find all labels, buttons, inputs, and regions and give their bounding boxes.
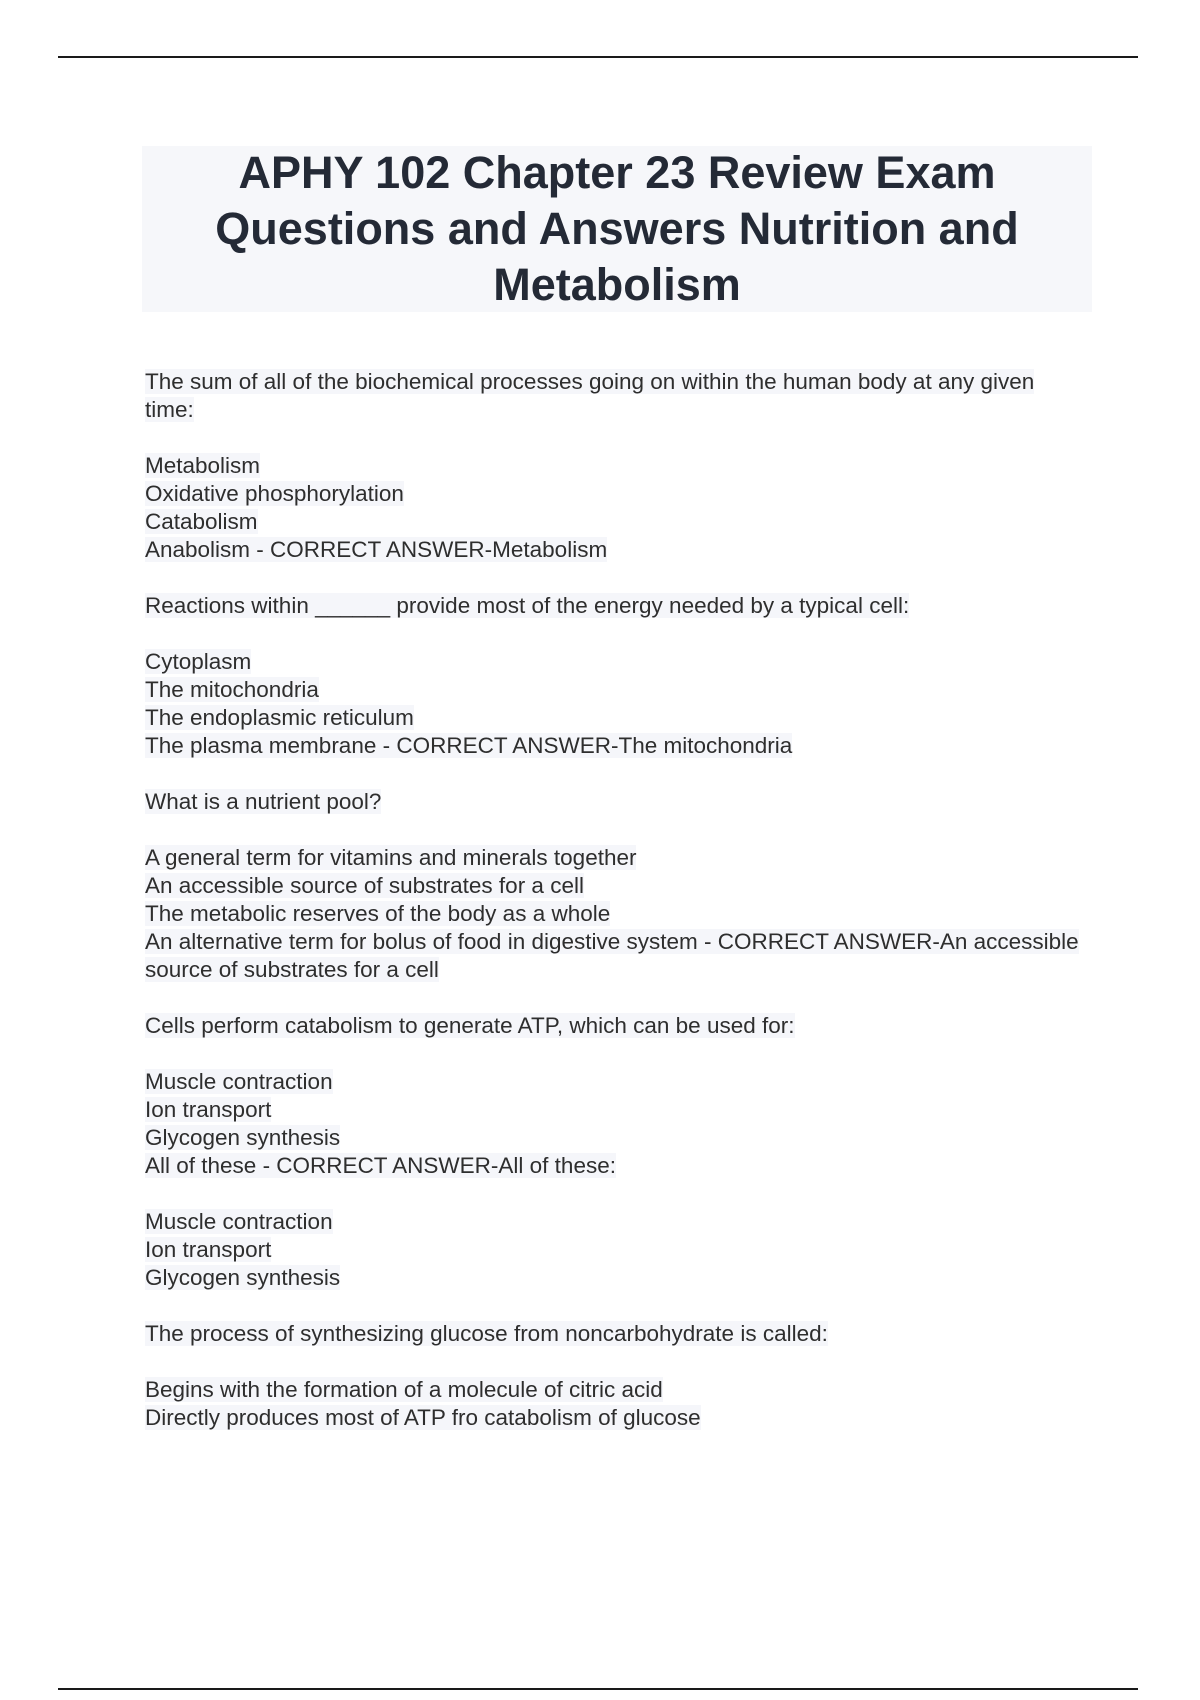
- qa-content: [145, 368, 1085, 1460]
- answer-line: Oxidative phosphorylation: [145, 481, 404, 506]
- answer-line: The endoplasmic reticulum: [145, 705, 414, 730]
- answer-line: Muscle contraction: [145, 1209, 333, 1234]
- answer-line: Catabolism: [145, 509, 258, 534]
- qa-block: [145, 1012, 1085, 1180]
- answer-options: [145, 1068, 1085, 1180]
- answer-continuation: [145, 1208, 1085, 1292]
- answer-line: The metabolic reserves of the body as a whole: [145, 901, 611, 926]
- answer-options: [145, 1376, 1085, 1432]
- answer-line: Glycogen synthesis: [145, 1265, 341, 1290]
- qa-block: [145, 1320, 1085, 1432]
- answer-line: A general term for vitamins and minerals together: [145, 845, 637, 870]
- title-banner: [142, 146, 1092, 312]
- answer-options: [145, 844, 1085, 984]
- answer-options: [145, 452, 1085, 564]
- answer-line: Directly produces most of ATP fro catabolism of glucose: [145, 1405, 701, 1430]
- qa-block: [145, 1208, 1085, 1292]
- question-text: The process of synthesizing glucose from noncarbohydrate is called:: [145, 1321, 828, 1346]
- answer-line: Muscle contraction: [145, 1069, 333, 1094]
- bottom-rule: [58, 1688, 1138, 1690]
- answer-line: An accessible source of substrates for a cell: [145, 873, 584, 898]
- answer-line-correct: An alternative term for bolus of food in digestive system - CORRECT ANSWER-An accessible source of substrates for a cell: [145, 929, 1079, 982]
- answer-line: Ion transport: [145, 1237, 272, 1262]
- answer-line-correct: Anabolism - CORRECT ANSWER-Metabolism: [145, 537, 608, 562]
- answer-options: [145, 648, 1085, 760]
- answer-line: Cytoplasm: [145, 649, 252, 674]
- answer-line: Glycogen synthesis: [145, 1125, 341, 1150]
- qa-block: [145, 368, 1085, 564]
- question-text: The sum of all of the biochemical processes going on within the human body at any given time:: [145, 369, 1035, 422]
- answer-line: The mitochondria: [145, 677, 319, 702]
- question-text: What is a nutrient pool?: [145, 789, 382, 814]
- qa-block: [145, 592, 1085, 760]
- answer-line: Begins with the formation of a molecule of citric acid: [145, 1377, 663, 1402]
- answer-line: Ion transport: [145, 1097, 272, 1122]
- answer-line: Metabolism: [145, 453, 261, 478]
- answer-line-correct: The plasma membrane - CORRECT ANSWER-The mitochondria: [145, 733, 793, 758]
- qa-block: [145, 788, 1085, 984]
- top-rule: [58, 56, 1138, 58]
- question-text: Cells perform catabolism to generate ATP, which can be used for:: [145, 1013, 795, 1038]
- question-text: Reactions within ______ provide most of the energy needed by a typical cell:: [145, 593, 910, 618]
- answer-line-correct: All of these - CORRECT ANSWER-All of these:: [145, 1153, 616, 1178]
- document-title: APHY 102 Chapter 23 Review Exam Questions and Answers Nutrition and Metabolism: [215, 147, 1019, 310]
